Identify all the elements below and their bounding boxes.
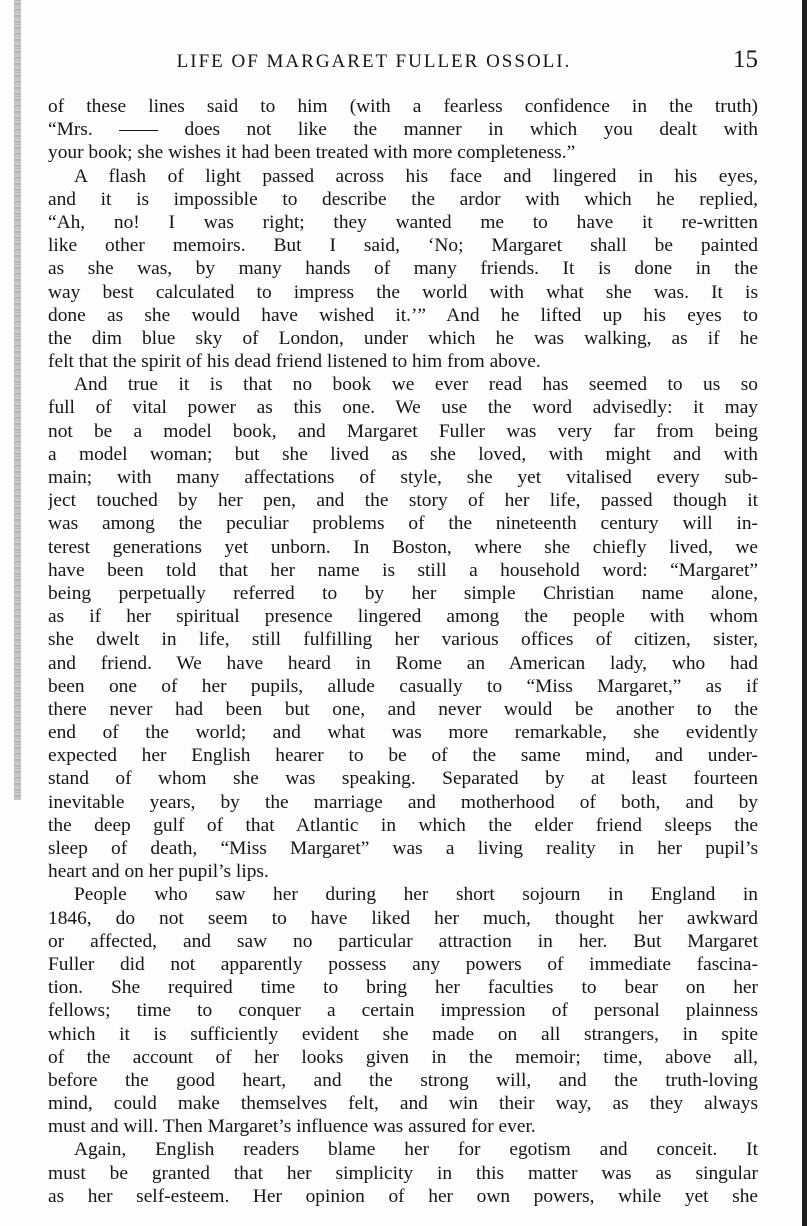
text-line: your book; she wishes it had been treated with more completeness.”: [48, 142, 576, 164]
text-line: before the good heart, and the strong will, and the truth-loving: [48, 1069, 758, 1091]
text-line: heart and on her pupil’s lips.: [48, 861, 269, 883]
text-line: or affected, and saw no particular attraction in her. But Margaret: [48, 930, 758, 952]
text-line: must be granted that her simplicity in this matter was as singular: [48, 1162, 758, 1184]
text-line: tion. She required time to bring her faculties to bear on her: [48, 977, 758, 999]
text-line: full of vital power as this one. We use the word advisedly: it may: [48, 397, 758, 419]
running-title: LIFE OF MARGARET FULLER OSSOLI.: [176, 51, 572, 72]
text-line: “Ah, no! I was right; they wanted me to have it re-written: [48, 211, 758, 233]
running-head: [48, 47, 760, 75]
text-line: a model woman; but she lived as she loved, with might and with: [48, 443, 758, 465]
text-line: fellows; time to conquer a certain impression of personal plainness: [48, 1000, 758, 1022]
text-line: the deep gulf of that Atlantic in which the elder friend sleeps the: [48, 814, 758, 836]
text-line: of the account of her looks given in the memoir; time, above all,: [48, 1046, 758, 1068]
text-line: expected her English hearer to be of the same mind, and under-: [48, 745, 758, 767]
text-line: end of the world; and what was more remarkable, she evidently: [48, 722, 758, 744]
text-line: there never had been but one, and never would be another to the: [48, 698, 758, 720]
text-line: ject touched by her pen, and the story of her life, passed though it: [48, 490, 758, 512]
text-line: have been told that her name is still a household word: “Margaret”: [48, 559, 758, 581]
text-line: mind, could make themselves felt, and win their way, as they always: [48, 1093, 758, 1115]
text-line: Fuller did not apparently possess any powers of immediate fascina-: [48, 953, 758, 975]
text-line: way best calculated to impress the world with what she was. It is: [48, 281, 758, 303]
text-line: not be a model book, and Margaret Fuller was very far from being: [48, 420, 758, 442]
text-line: inevitable years, by the marriage and motherhood of both, and by: [48, 791, 758, 813]
text-line: as if her spiritual presence lingered among the people with whom: [48, 606, 758, 628]
text-line: been one of her pupils, allude casually to “Miss Margaret,” as if: [48, 675, 758, 697]
text-line: People who saw her during her short sojourn in England in: [74, 884, 758, 906]
page-edge-border: [802, 0, 807, 1226]
text-line: as she was, by many hands of many friends. It is done in the: [48, 258, 758, 280]
text-line: stand of whom she was speaking. Separated by at least fourteen: [48, 768, 758, 790]
text-line: and friend. We have heard in Rome an American lady, who had: [48, 652, 758, 674]
text-line: was among the peculiar problems of the nineteenth century will in-: [48, 513, 758, 535]
text-line: of these lines said to him (with a fearless confidence in the truth): [48, 96, 758, 117]
text-line: done as she would have wished it.’” And he lifted up his eyes to: [48, 304, 758, 326]
text-line: must and will. Then Margaret’s influence was assured for ever.: [48, 1116, 536, 1138]
text-line: Again, English readers blame her for egotism and conceit. It: [74, 1139, 758, 1161]
text-line: which it is sufficiently evident she made on all strangers, in spite: [48, 1023, 758, 1045]
text-line: sleep of death, “Miss Margaret” was a living reality in her pupil’s: [48, 838, 758, 859]
body-text: [48, 95, 758, 1208]
text-line: main; with many affectations of style, she yet vitalised every sub-: [48, 467, 758, 488]
text-line: she dwelt in life, still fulfilling her various offices of citizen, sister,: [48, 629, 758, 651]
text-line: as her self-esteem. Her opinion of her own powers, while yet she: [48, 1185, 758, 1207]
text-line: like other memoirs. But I said, ‘No; Margaret shall be painted: [48, 235, 758, 257]
text-line: felt that the spirit of his dead friend listened to him from above.: [48, 351, 541, 373]
text-line: the dim blue sky of London, under which he was walking, as if he: [48, 327, 758, 349]
binding-gutter-shadow: [14, 0, 21, 800]
text-line: A flash of light passed across his face and lingered in his eyes,: [74, 165, 758, 187]
text-line: being perpetually referred to by her simple Christian name alone,: [48, 582, 758, 604]
text-line: 1846, do not seem to have liked her much, thought her awkward: [48, 907, 758, 929]
text-line: And true it is that no book we ever read has seemed to us so: [74, 374, 758, 396]
text-line: terest generations yet unborn. In Boston, where she chiefly lived, we: [48, 536, 758, 558]
text-line: “Mrs. —— does not like the manner in which you dealt with: [48, 119, 758, 141]
text-line: and it is impossible to describe the ardor with which he replied,: [48, 188, 758, 210]
page-number: 15: [733, 46, 758, 73]
